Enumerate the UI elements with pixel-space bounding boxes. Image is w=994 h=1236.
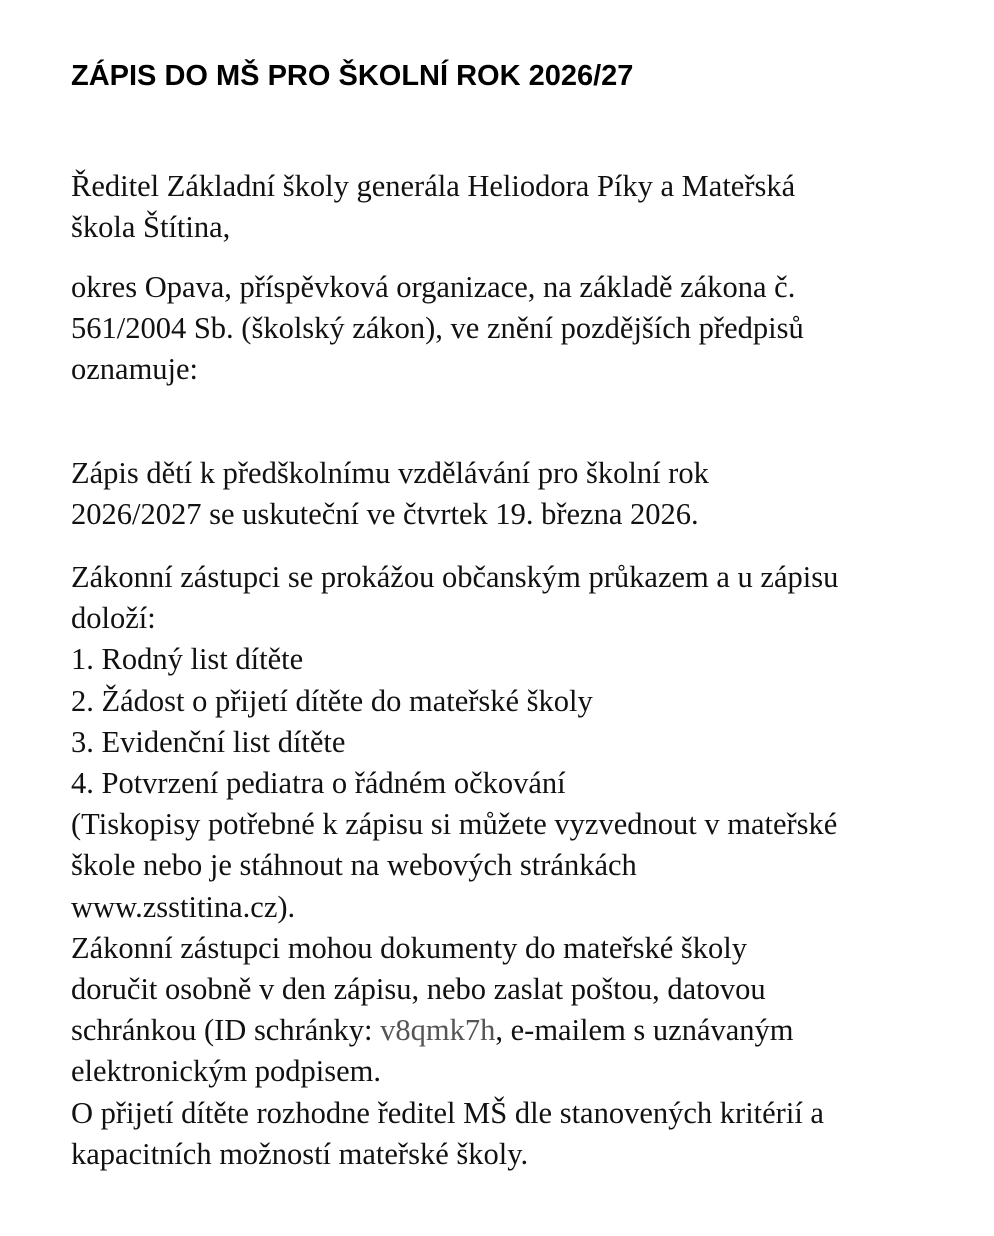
page-title: ZÁPIS DO MŠ PRO ŠKOLNÍ ROK 2026/27 <box>71 60 634 92</box>
text-line: doručit osobně v den zápisu, nebo zaslat poštou, datovou <box>71 972 766 1007</box>
website-text: www.zsstitina.cz). <box>71 889 296 924</box>
text-segment: , e-mailem s uznávaným <box>495 1013 794 1048</box>
text-line <box>71 1010 838 1051</box>
text-segment: schránkou (ID schránky: <box>71 1013 381 1048</box>
text-line: doloží: <box>71 601 156 636</box>
text-line: Zákonní zástupci se prokážou občanským průkazem a u zápisu <box>71 560 839 594</box>
text-line: Ředitel Základní školy generála Heliodora Píky a Mateřská <box>71 169 796 203</box>
text-line: škole nebo je stáhnout na webových stránkách <box>71 848 637 883</box>
list-item: 3. Evidenční list dítěte <box>71 724 346 759</box>
delivery-note <box>71 928 838 1093</box>
decision-note <box>71 1093 838 1175</box>
text-line: kapacitních možností mateřské školy. <box>71 1136 529 1171</box>
announcement-paragraph <box>71 267 804 391</box>
text-line: elektronickým podpisem. <box>71 1054 382 1089</box>
intro-paragraph <box>71 166 795 248</box>
forms-note <box>71 804 838 928</box>
list-item: 1. Rodný list dítěte <box>71 642 304 677</box>
text-line: Zápis dětí k předškolnímu vzdělávání pro školní rok <box>71 456 709 490</box>
date-notice-paragraph <box>71 453 709 535</box>
text-line: škola Štítina, <box>71 210 231 245</box>
documents-list <box>71 639 838 804</box>
requirements-section <box>71 557 838 1175</box>
text-line: Zákonní zástupci mohou dokumenty do mateřské školy <box>71 930 747 965</box>
list-item: 4. Potvrzení pediatra o řádném očkování <box>71 766 566 801</box>
list-item: 2. Žádost o přijetí dítěte do mateřské školy <box>71 683 593 718</box>
data-box-id: v8qmk7h <box>380 1013 496 1048</box>
text-line: (Tiskopisy potřebné k zápisu si můžete vyzvednout v mateřské <box>71 807 838 842</box>
text-line: 561/2004 Sb. (školský zákon), ve znění pozdějších předpisů <box>71 311 804 346</box>
text-line: oznamuje: <box>71 352 199 387</box>
text-line: 2026/2027 se uskuteční ve čtvrtek 19. března 2026. <box>71 497 699 532</box>
text-line: okres Opava, příspěvková organizace, na základě zákona č. <box>71 270 796 304</box>
text-line: O přijetí dítěte rozhodne ředitel MŠ dle stanovených kritérií a <box>71 1095 824 1130</box>
